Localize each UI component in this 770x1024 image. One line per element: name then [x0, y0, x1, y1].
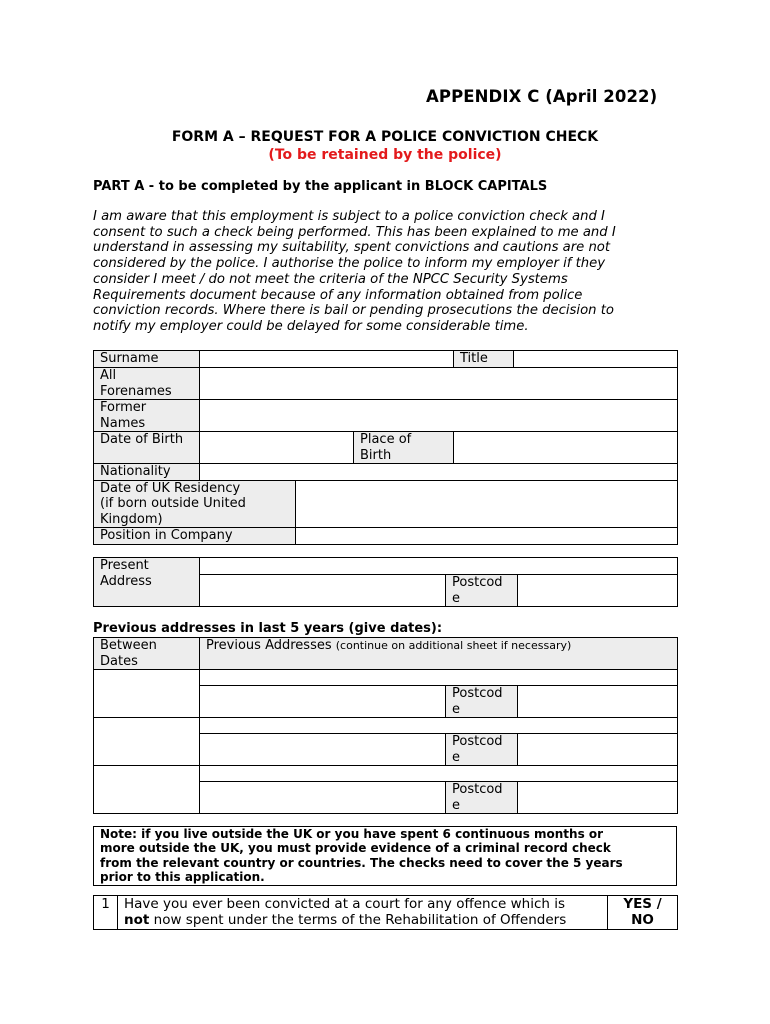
note-line: Note: if you live outside the UK or you have spent 6 continuous months or — [100, 827, 604, 841]
consent-line: consent to such a check being performed. This has been explained to me and I — [93, 224, 616, 240]
prev-postcode-2-field[interactable] — [518, 734, 678, 766]
consent-line: conviction records. Where there is bail or pending prosecutions the decision to — [93, 303, 614, 319]
former-names-field[interactable] — [200, 400, 678, 432]
prev-address-2-line2[interactable] — [200, 734, 446, 766]
prev-postcode-3-field[interactable] — [518, 782, 678, 814]
forenames-field[interactable] — [200, 368, 678, 400]
nationality-field[interactable] — [200, 464, 678, 481]
note-line: more outside the UK, you must provide evidence of a criminal record check — [100, 841, 611, 856]
pob-field[interactable] — [454, 432, 678, 464]
consent-statement — [93, 209, 683, 335]
question-text: Have you ever been convicted at a court for any offence which is not now spent under the terms of the Rehabilitation of Offenders — [118, 896, 608, 930]
dob-label: Date of Birth — [94, 432, 200, 464]
previous-addresses-heading: Previous addresses in last 5 years (give dates): — [93, 621, 443, 636]
former-names-label: Former Names — [94, 400, 200, 432]
pob-label: Place of Birth — [354, 432, 454, 464]
question-table — [93, 895, 678, 930]
residency-field[interactable] — [296, 480, 678, 528]
postcode-label: Postcod e — [446, 734, 518, 766]
consent-line: consider I meet / do not meet the criteria of the NPCC Security Systems — [93, 271, 568, 287]
prev-address-3-line2[interactable] — [200, 782, 446, 814]
position-label: Position in Company — [94, 528, 296, 545]
yes-no-answer[interactable]: YES / NO — [608, 896, 678, 930]
question-number: 1 — [94, 896, 118, 930]
personal-details-table — [93, 350, 678, 545]
appendix-heading: APPENDIX C (April 2022) — [426, 87, 658, 106]
forenames-label: All Forenames — [94, 368, 200, 400]
postcode-field[interactable] — [518, 575, 678, 607]
between-dates-header: Between Dates — [94, 638, 200, 670]
postcode-label: Postcod e — [446, 782, 518, 814]
overseas-note — [93, 826, 677, 886]
note-line: prior to this application. — [100, 870, 265, 885]
present-address-line2[interactable] — [200, 575, 446, 607]
prev-address-1-line1[interactable] — [200, 670, 678, 686]
title-field[interactable] — [514, 351, 678, 368]
dates-field-2[interactable] — [94, 718, 200, 766]
dates-field-3[interactable] — [94, 766, 200, 814]
surname-label: Surname — [94, 351, 200, 368]
surname-field[interactable] — [200, 351, 454, 368]
form-subtitle: (To be retained by the police) — [268, 147, 502, 163]
dob-field[interactable] — [200, 432, 354, 464]
postcode-label: Postcod e — [446, 686, 518, 718]
title-label: Title — [454, 351, 514, 368]
prev-address-3-line1[interactable] — [200, 766, 678, 782]
dates-field-1[interactable] — [94, 670, 200, 718]
present-address-label: Present Address — [94, 558, 200, 607]
nationality-label: Nationality — [94, 464, 200, 481]
part-a-heading: PART A - to be completed by the applicant in BLOCK CAPITALS — [93, 179, 548, 194]
prev-postcode-1-field[interactable] — [518, 686, 678, 718]
present-address-table — [93, 557, 678, 607]
note-line: from the relevant country or countries. The checks need to cover the 5 years — [100, 855, 623, 870]
present-address-line1[interactable] — [200, 558, 678, 575]
prev-address-2-line1[interactable] — [200, 718, 678, 734]
form-title: FORM A – REQUEST FOR A POLICE CONVICTION CHECK — [171, 129, 599, 145]
consent-line: notify my employer could be delayed for some considerable time. — [93, 318, 529, 334]
postcode-label: Postcod e — [446, 575, 518, 607]
consent-line: understand in assessing my suitability, spent convictions and cautions are not — [93, 240, 611, 256]
prev-address-1-line2[interactable] — [200, 686, 446, 718]
previous-addresses-header: Previous Addresses (continue on additional sheet if necessary) — [200, 638, 678, 670]
previous-addresses-table — [93, 637, 678, 814]
consent-line: Requirements document because of any information obtained from police — [93, 287, 583, 303]
residency-label: Date of UK Residency (if born outside United Kingdom) — [94, 480, 296, 528]
consent-line: considered by the police. I authorise the police to inform my employer if they — [93, 256, 606, 272]
position-field[interactable] — [296, 528, 678, 545]
consent-line: I am aware that this employment is subject to a police conviction check and I — [93, 209, 605, 224]
